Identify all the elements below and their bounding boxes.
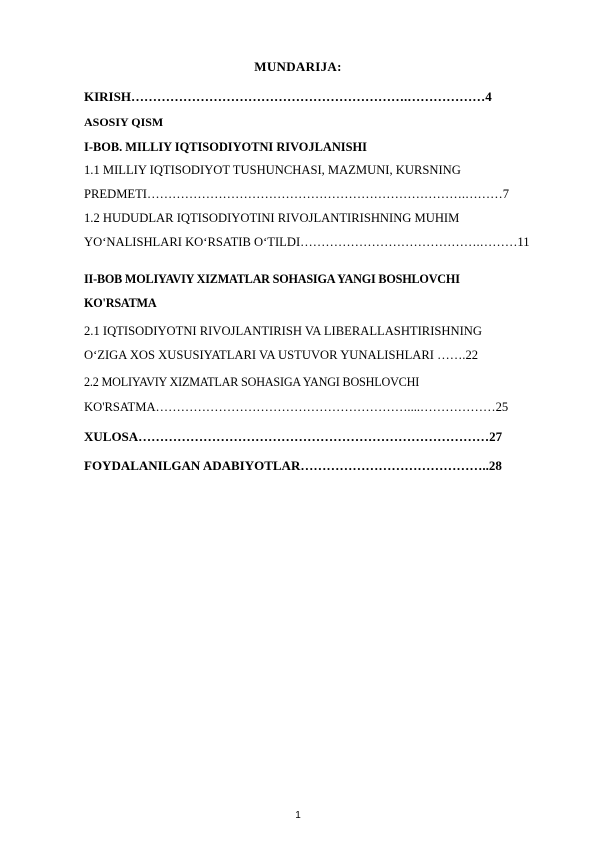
toc-chapter-2-title-line1: II-BOB MOLIYAVIY XIZMATLAR SOHASIGA YANGI BOSHLOVCHI: [84, 272, 460, 286]
toc-entry-foydalanilgan-adabiyotlar: FOYDALANILGAN ADABIYOTLAR……………………………………..28: [84, 458, 502, 473]
toc-entry-1-1-line2: PREDMETI………………………………………………………………….………7: [84, 187, 510, 201]
toc-entry-2-2-line1: 2.2 MOLIYAVIY XIZMATLAR SOHASIGA YANGI BOSHLOVCHI: [84, 375, 420, 389]
toc-entry-2-2-line2: KO'RSATMA……………………………………………………....………………25: [84, 400, 509, 414]
toc-entry-kirish: KIRISH……………………………………………………….………………4: [84, 89, 492, 104]
toc-entry-xulosa: XULOSA………………………………………………………………………27: [84, 429, 503, 444]
toc-entry-1-2-line1: 1.2 HUDUDLAR IQTISODIYOTINI RIVOJLANTIRISHNING MUHIM: [84, 211, 460, 225]
page-title: MUNDARIJA:: [254, 59, 342, 74]
page-number: 1: [295, 810, 301, 821]
toc-chapter-1-title: I-BOB. MILLIY IQTISODIYOTNI RIVOJLANISHI: [84, 140, 367, 154]
toc-entry-2-1-line2: O‘ZIGA XOS XUSUSIYATLARI VA USTUVOR YUNALISHLARI …….22: [84, 348, 479, 362]
toc-section-asosiy-qism: ASOSIY QISM: [84, 115, 164, 129]
toc-entry-1-1-line1: 1.1 MILLIY IQTISODIYOT TUSHUNCHASI, MAZMUNI, KURSNING: [84, 163, 461, 177]
toc-entry-1-2-line2: YO‘NALISHLARI KO‘RSATIB O‘TILDI…………………………………….………11: [84, 235, 530, 249]
toc-entry-2-1-line1: 2.1 IQTISODIYOTNI RIVOJLANTIRISH VA LIBERALLASHTIRISHNING: [84, 324, 482, 338]
toc-chapter-2-title-line2: KO'RSATMA: [84, 296, 157, 310]
